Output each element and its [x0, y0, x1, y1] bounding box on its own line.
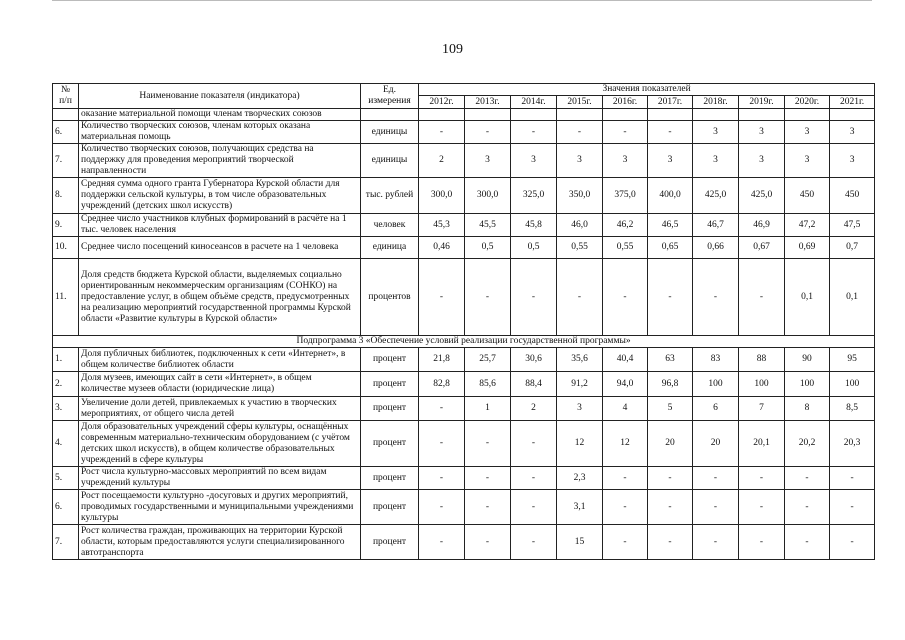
- indicator-name: Рост количества граждан, проживающих на территории Курской области, которым предоставляются услуги специализированного автотранспорта: [79, 525, 361, 560]
- header-year: 2015г.: [557, 96, 603, 109]
- value-cell: -: [648, 490, 693, 525]
- value-cell: 46,0: [557, 214, 603, 237]
- header-row-1: [53, 84, 875, 96]
- indicator-name: Доля музеев, имеющих сайт в сети «Интернет», в общем количестве музеев области (юридические лица): [79, 372, 361, 397]
- row-number: 6.: [53, 121, 79, 144]
- indicator-name: Доля средств бюджета Курской области, выделяемых социально ориентированным некоммерческим организациям (СОНКО) на предоставление услуг, в общем объёме средств, предусмотренных на реализацию мероприятий государственной программы Курской области «Развитие культуры в Курской области»: [79, 259, 361, 336]
- value-cell: 3: [465, 144, 511, 178]
- value-cell: -: [648, 525, 693, 560]
- value-cell: 1: [465, 397, 511, 421]
- value-cell: 3: [739, 144, 785, 178]
- table-row: [53, 490, 875, 525]
- value-cell: -: [557, 121, 603, 144]
- value-cell: -: [511, 121, 557, 144]
- indicators-table: [52, 83, 875, 560]
- value-cell: 45,5: [465, 214, 511, 237]
- value-cell: -: [830, 490, 875, 525]
- header-year: 2020г.: [785, 96, 830, 109]
- unit-cell: процент: [361, 372, 419, 397]
- header-year: 2014г.: [511, 96, 557, 109]
- value-cell: 5: [648, 397, 693, 421]
- unit-cell: процент: [361, 421, 419, 467]
- value-cell: 2: [419, 144, 465, 178]
- header-year: 2018г.: [693, 96, 739, 109]
- table-row: [53, 237, 875, 259]
- value-cell: -: [419, 121, 465, 144]
- value-cell: -: [693, 467, 739, 490]
- row-number: 2.: [53, 372, 79, 397]
- value-cell: 83: [693, 348, 739, 372]
- value-cell: -: [603, 490, 648, 525]
- unit-cell: единицы: [361, 121, 419, 144]
- unit-cell: единица: [361, 237, 419, 259]
- header-num-line2: п/п: [59, 96, 72, 106]
- value-cell: 45,8: [511, 214, 557, 237]
- value-cell: 82,8: [419, 372, 465, 397]
- value-cell: -: [739, 467, 785, 490]
- value-cell: 25,7: [465, 348, 511, 372]
- continuation-row: [53, 109, 875, 121]
- value-cell: 2: [511, 397, 557, 421]
- header-num: [53, 84, 79, 109]
- unit-cell: единицы: [361, 144, 419, 178]
- unit-cell: человек: [361, 214, 419, 237]
- value-cell: 20,3: [830, 421, 875, 467]
- value-cell: 45,3: [419, 214, 465, 237]
- value-cell: -: [785, 467, 830, 490]
- value-cell: 0,46: [419, 237, 465, 259]
- indicator-name: Количество творческих союзов, членам которых оказана материальная помощь: [79, 121, 361, 144]
- row-number: 8.: [53, 178, 79, 214]
- value-cell: -: [419, 490, 465, 525]
- value-cell: -: [465, 490, 511, 525]
- value-cell: -: [465, 259, 511, 336]
- header-unit-line2: измерения: [368, 96, 411, 106]
- value-cell: 88,4: [511, 372, 557, 397]
- value-cell: -: [603, 259, 648, 336]
- value-cell: -: [511, 467, 557, 490]
- value-cell: -: [648, 259, 693, 336]
- subprogram-title: Подпрограмма 3 «Обеспечение условий реализации государственной программы»: [53, 336, 875, 348]
- unit-cell: процент: [361, 348, 419, 372]
- indicator-name: Доля публичных библиотек, подключенных к сети «Интернет», в общем количестве библиотек области: [79, 348, 361, 372]
- value-cell: 3: [693, 121, 739, 144]
- indicator-name: Количество творческих союзов, получающих средства на поддержку для проведения мероприятий творческой направленности: [79, 144, 361, 178]
- value-cell: 425,0: [693, 178, 739, 214]
- value-cell: 6: [693, 397, 739, 421]
- value-cell: 100: [830, 372, 875, 397]
- value-cell: -: [603, 121, 648, 144]
- value-cell: -: [739, 259, 785, 336]
- value-cell: 0,1: [830, 259, 875, 336]
- unit-cell: процентов: [361, 259, 419, 336]
- subprogram-row: [53, 336, 875, 348]
- header-name: Наименование показателя (индикатора): [79, 84, 361, 109]
- value-cell: -: [511, 259, 557, 336]
- value-cell: 20: [693, 421, 739, 467]
- value-cell: 12: [603, 421, 648, 467]
- indicator-name: Доля образовательных учреждений сферы культуры, оснащённых современным материально-техническим оборудованием (с учётом детских школ искусств), в общем количестве образовательных учреждений в сфере культуры: [79, 421, 361, 467]
- value-cell: -: [785, 490, 830, 525]
- value-cell: 100: [785, 372, 830, 397]
- indicator-name: Увеличение доли детей, привлекаемых к участию в творческих мероприятиях, от общего числа детей: [79, 397, 361, 421]
- row-number: 1.: [53, 348, 79, 372]
- unit-cell: процент: [361, 490, 419, 525]
- value-cell: -: [419, 397, 465, 421]
- table-row: [53, 259, 875, 336]
- value-cell: 40,4: [603, 348, 648, 372]
- value-cell: -: [419, 421, 465, 467]
- indicator-name: Среднее число участников клубных формирований в расчёте на 1 тыс. человек населения: [79, 214, 361, 237]
- value-cell: -: [465, 467, 511, 490]
- unit-cell: тыс. рублей: [361, 178, 419, 214]
- header-year: 2017г.: [648, 96, 693, 109]
- value-cell: 0,55: [557, 237, 603, 259]
- header-year: 2016г.: [603, 96, 648, 109]
- value-cell: 20,1: [739, 421, 785, 467]
- value-cell: 0,1: [785, 259, 830, 336]
- value-cell: -: [648, 121, 693, 144]
- value-cell: -: [739, 490, 785, 525]
- value-cell: 3: [830, 144, 875, 178]
- value-cell: 90: [785, 348, 830, 372]
- table-row: [53, 525, 875, 560]
- row-number: 10.: [53, 237, 79, 259]
- value-cell: 325,0: [511, 178, 557, 214]
- header-year: 2012г.: [419, 96, 465, 109]
- value-cell: 2,3: [557, 467, 603, 490]
- value-cell: 94,0: [603, 372, 648, 397]
- table-row: [53, 467, 875, 490]
- value-cell: -: [465, 525, 511, 560]
- value-cell: 96,8: [648, 372, 693, 397]
- header-year: 2013г.: [465, 96, 511, 109]
- value-cell: 3: [648, 144, 693, 178]
- value-cell: 0,65: [648, 237, 693, 259]
- table-row: [53, 372, 875, 397]
- value-cell: 35,6: [557, 348, 603, 372]
- value-cell: -: [465, 121, 511, 144]
- row-number: 4.: [53, 421, 79, 467]
- row-number: 6.: [53, 490, 79, 525]
- value-cell: 3: [693, 144, 739, 178]
- value-cell: -: [830, 525, 875, 560]
- row-number: 3.: [53, 397, 79, 421]
- value-cell: 3: [557, 144, 603, 178]
- value-cell: 3: [603, 144, 648, 178]
- value-cell: 21,8: [419, 348, 465, 372]
- continuation-text: оказание материальной помощи членам творческих союзов: [79, 109, 361, 121]
- value-cell: -: [419, 259, 465, 336]
- value-cell: 47,5: [830, 214, 875, 237]
- indicator-name: Рост числа культурно-массовых мероприятий по всем видам учреждений культуры: [79, 467, 361, 490]
- row-number: 5.: [53, 467, 79, 490]
- table-row: [53, 121, 875, 144]
- value-cell: 400,0: [648, 178, 693, 214]
- value-cell: -: [830, 467, 875, 490]
- value-cell: 375,0: [603, 178, 648, 214]
- value-cell: 3: [785, 121, 830, 144]
- value-cell: -: [693, 259, 739, 336]
- value-cell: 350,0: [557, 178, 603, 214]
- value-cell: -: [419, 467, 465, 490]
- value-cell: -: [785, 525, 830, 560]
- header-values-title: Значения показателей: [419, 84, 875, 96]
- value-cell: 8: [785, 397, 830, 421]
- unit-cell: процент: [361, 525, 419, 560]
- row-number: 7.: [53, 144, 79, 178]
- value-cell: 8,5: [830, 397, 875, 421]
- top-rule: [52, 0, 872, 1]
- value-cell: -: [648, 467, 693, 490]
- header-unit-line1: Ед.: [382, 85, 396, 95]
- row-number: 11.: [53, 259, 79, 336]
- table-row: [53, 397, 875, 421]
- unit-cell: процент: [361, 397, 419, 421]
- header-unit: [361, 84, 419, 109]
- value-cell: 450: [830, 178, 875, 214]
- value-cell: 3: [739, 121, 785, 144]
- value-cell: 0,55: [603, 237, 648, 259]
- table-row: [53, 348, 875, 372]
- indicator-name: Среднее число посещений киносеансов в расчете на 1 человека: [79, 237, 361, 259]
- value-cell: 0,66: [693, 237, 739, 259]
- value-cell: 46,9: [739, 214, 785, 237]
- header-year: 2019г.: [739, 96, 785, 109]
- value-cell: 0,69: [785, 237, 830, 259]
- value-cell: -: [511, 421, 557, 467]
- value-cell: 3,1: [557, 490, 603, 525]
- value-cell: 20,2: [785, 421, 830, 467]
- value-cell: 88: [739, 348, 785, 372]
- value-cell: 91,2: [557, 372, 603, 397]
- value-cell: 3: [511, 144, 557, 178]
- value-cell: -: [693, 525, 739, 560]
- value-cell: -: [419, 525, 465, 560]
- indicator-name: Средняя сумма одного гранта Губернатора Курской области для поддержки сельской культуры, в том числе образовательных учреждений (детских школ искусств): [79, 178, 361, 214]
- value-cell: -: [739, 525, 785, 560]
- value-cell: 3: [557, 397, 603, 421]
- value-cell: 63: [648, 348, 693, 372]
- value-cell: 7: [739, 397, 785, 421]
- value-cell: 30,6: [511, 348, 557, 372]
- value-cell: 12: [557, 421, 603, 467]
- value-cell: -: [465, 421, 511, 467]
- value-cell: -: [603, 525, 648, 560]
- value-cell: 47,2: [785, 214, 830, 237]
- value-cell: 100: [739, 372, 785, 397]
- value-cell: 3: [785, 144, 830, 178]
- indicator-name: Рост посещаемости культурно -досуговых и других мероприятий, проводимых государственными и муниципальными учреждениями культуры: [79, 490, 361, 525]
- value-cell: 95: [830, 348, 875, 372]
- header-year: 2021г.: [830, 96, 875, 109]
- value-cell: 0,5: [465, 237, 511, 259]
- row-number: 7.: [53, 525, 79, 560]
- page-number: 109: [442, 42, 463, 57]
- value-cell: 0,67: [739, 237, 785, 259]
- value-cell: -: [693, 490, 739, 525]
- value-cell: 46,5: [648, 214, 693, 237]
- value-cell: 46,2: [603, 214, 648, 237]
- table-row: [53, 421, 875, 467]
- value-cell: 425,0: [739, 178, 785, 214]
- value-cell: -: [511, 525, 557, 560]
- value-cell: 15: [557, 525, 603, 560]
- header-num-line1: №: [60, 85, 71, 95]
- value-cell: 100: [693, 372, 739, 397]
- value-cell: -: [603, 467, 648, 490]
- value-cell: 85,6: [465, 372, 511, 397]
- value-cell: 0,7: [830, 237, 875, 259]
- value-cell: 300,0: [419, 178, 465, 214]
- value-cell: 46,7: [693, 214, 739, 237]
- value-cell: -: [557, 259, 603, 336]
- value-cell: 450: [785, 178, 830, 214]
- table-row: [53, 214, 875, 237]
- value-cell: 4: [603, 397, 648, 421]
- value-cell: 3: [830, 121, 875, 144]
- table-row: [53, 178, 875, 214]
- value-cell: 20: [648, 421, 693, 467]
- table-row: [53, 144, 875, 178]
- unit-cell: процент: [361, 467, 419, 490]
- value-cell: -: [511, 490, 557, 525]
- value-cell: 300,0: [465, 178, 511, 214]
- value-cell: 0,5: [511, 237, 557, 259]
- row-number: 9.: [53, 214, 79, 237]
